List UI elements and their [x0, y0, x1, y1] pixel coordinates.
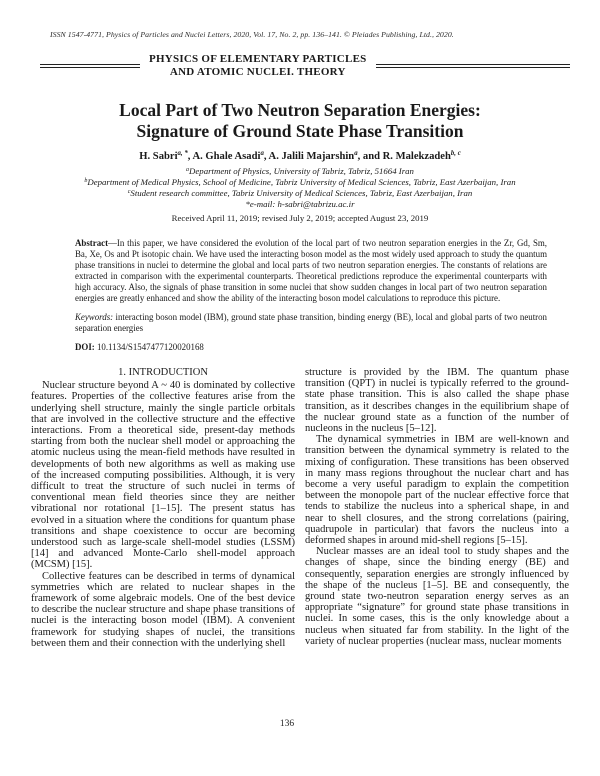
doi-value: 10.1134/S1547477120020168 — [94, 342, 204, 352]
keywords-label: Keywords: — [75, 312, 114, 322]
author-name: , A. Jalili Majarshin — [263, 151, 355, 162]
article-title-line2: Signature of Ground State Phase Transition — [136, 121, 464, 141]
author-name: , and R. Malekzadeh — [357, 151, 451, 162]
article-title — [0, 100, 600, 142]
intro-paragraph: structure is provided by the IBM. The quantum phase transition (QPT) in nuclei is typically referred to the ground-state phase transition. This is also called the shape phase transition, as it describes changes in the equilibrium shape of the nuclear ground state as a function of the number of nucleons in the nucleus [5–12]. — [305, 367, 569, 435]
intro-heading: 1. INTRODUCTION — [118, 367, 208, 378]
banner-rule-left — [40, 64, 140, 68]
author-name: , A. Ghale Asadi — [187, 151, 261, 162]
keywords — [75, 312, 547, 334]
page-number: 136 — [279, 719, 295, 729]
affiliation-line — [0, 166, 600, 177]
received-line: Received April 11, 2019; revised July 2, 2019; accepted August 23, 2019 — [171, 213, 429, 223]
affiliation-text: Department of Physics, University of Tabriz, Tabriz, 51664 Iran — [189, 166, 414, 176]
abstract — [75, 238, 547, 304]
affiliation-marker: a — [186, 167, 190, 173]
right-column — [305, 367, 569, 691]
affiliation-marker: b — [84, 178, 88, 184]
intro-paragraph: The dynamical symmetries in IBM are well-known and transition between the dynamical symmetry is related to the mixing of configuration. These transitions has been observed in many mass regions throughout the nuclear chart and has become a very useful paradigm to explain the competition between the monopole part of the nuclear effective force that tends to stabilize the nucleus into a spherical shape, in and near to shell closures, and the strong correlations (pairing, quadrupole in particular) that favors the nucleus into a deformed shapes in around mid-shell regions [5–15]. — [305, 434, 569, 547]
banner-rule-right — [376, 64, 570, 68]
affiliation-line — [0, 177, 600, 188]
banner-title-line1: PHYSICS OF ELEMENTARY PARTICLES — [149, 53, 367, 65]
email-line: *e-mail: h-sabri@tabrizu.ac.ir — [245, 199, 355, 209]
banner-title-line2: AND ATOMIC NUCLEI. THEORY — [169, 65, 346, 78]
author-affiliation-marker: a, * — [177, 150, 188, 157]
intro-paragraph: Nuclear structure beyond A ~ 40 is dominated by collective features. Properties of the collective features arise from the underlying shell structure, mainly the single particle orbitals that are involved in the collective structure and the effective interactions. From a theoretical side, present-day methods starting from both the nuclear shell model or approaching the atomic nucleus using the mean-field methods have resulted in developments of both new algorithms as well as making use of the increased computing possibilities. Although, it is very difficult to treat the structure of such nuclei in terms of conventional mean field theories since they are neither vibrational nor rotational [1–15]. The present status has evolved in a situation where the conditions for quantum phase transitions and shape coexistence to occur are becoming understood such as large-scale shell-model studies (LSSM) [14] and advanced Monte-Carlo shell-model approach (MCSM) [15]. — [31, 380, 295, 571]
issn-line: ISSN 1547-4771, Physics of Particles and Nuclei Letters, 2020, Vol. 17, No. 2, pp. 136–141. © Pleiades Publishing, Ltd., 2020. — [50, 30, 454, 39]
doi-label: DOI: — [75, 342, 95, 352]
author-affiliation-marker: b, c — [450, 150, 461, 157]
section-banner — [40, 53, 570, 78]
intro-paragraph: Collective features can be described in terms of dynamical symmetries which are related to nuclear shapes in the framework of some algebraic models. One of the best device to describe the nuclear structure and shape phase transitions of nuclei is the interacting boson model (IBM). A convenient framework for studying shapes of nuclei, the transitions between them and their connection with the underlying shell — [31, 570, 295, 649]
article-title-line1: Local Part of Two Neutron Separation Energies: — [119, 100, 481, 120]
affiliation-marker: c — [127, 189, 131, 195]
body-columns — [31, 367, 569, 691]
author-affiliation-marker: a — [354, 150, 358, 157]
intro-paragraph: Nuclear masses are an ideal tool to study shapes and the changes of shape, since the binding energy (BE) and consequently, separation energies are strongly influenced by the shape of the nucleus [1–5]. BE and consequently, the ground state two-neutron separation energy serves as an appropriate “signature” for ground state phase transitions in nuclei. In some cases, this is the only knowledge about a nucleus when situated far from stability. In the light of the variety of nuclear properties (nuclear mass, nuclear moments — [305, 546, 569, 647]
left-column — [31, 367, 295, 691]
keywords-body: interacting boson model (IBM), ground state phase transition, binding energy (BE), local and global parts of two neutron separation energies — [75, 312, 547, 333]
affiliation-text: Department of Medical Physics, School of Medicine, Tabriz University of Medical Sciences, Tabriz, East Azerbaijan, Iran — [87, 177, 516, 187]
authors-line — [0, 151, 600, 163]
affiliation-line — [0, 188, 600, 199]
author-affiliation-marker: a — [260, 150, 264, 157]
affiliation-text: Student research committee, Tabriz University of Medical Sciences, Tabriz, East Azerbaijan, Iran — [130, 188, 473, 198]
author-name: H. Sabri — [139, 151, 178, 162]
abstract-body: —In this paper, we have considered the evolution of the local part of two neutron separation energies in the Zr, Gd, Sm, Ba, Xe, Os and Pt isotopic chain. We have used the interacting boson model as the most widely used approach to study the quantum phase transitions in nuclei to determine the global and local parts of two neutron separation energies. The constants of relations are extracted in comparison with the experimental counterparts. Theoretical predictions reproduce the experimental counterparts with high accuracy. Also, the signals of phase transition in some nuclei that show sudden changes in local part of two neutron separation energies are greatly enhanced and show the ability of the interacting boson model calculations to reproduce this picture. — [75, 238, 547, 303]
doi-line — [75, 342, 547, 353]
affiliations-block — [0, 166, 600, 210]
abstract-label: Abstract — [75, 238, 109, 248]
banner-title — [140, 53, 376, 78]
